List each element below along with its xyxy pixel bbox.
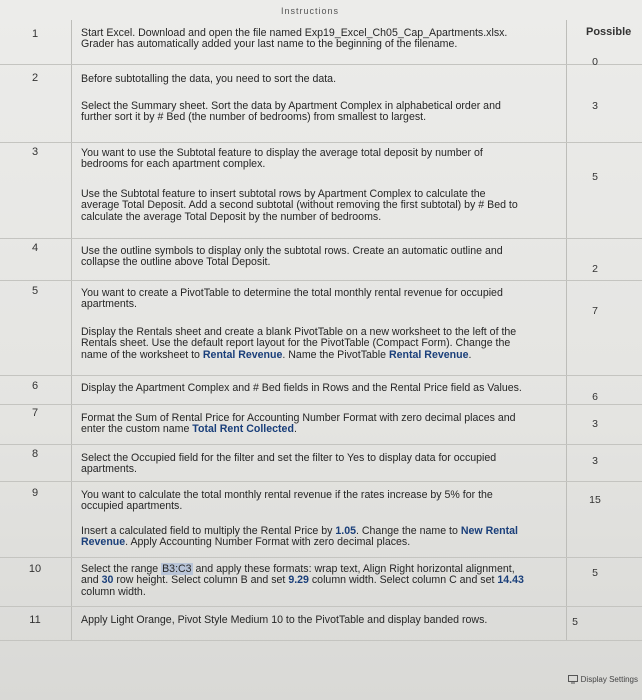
step-number: 10 bbox=[28, 563, 42, 575]
text-line bbox=[81, 537, 551, 548]
text-line: further sort it by # Bed (the number of bedrooms) from smallest to largest. bbox=[81, 111, 427, 124]
text-fragment: Insert a calculated field to multiply the Rental Price by bbox=[81, 525, 336, 537]
row-divider bbox=[0, 606, 642, 607]
step-number: 5 bbox=[31, 285, 39, 297]
step-points: 0 bbox=[592, 56, 598, 68]
step-points: 5 bbox=[592, 567, 598, 579]
multiplier-value: 1.05 bbox=[335, 525, 356, 537]
row-divider bbox=[0, 481, 642, 482]
step-number: 2 bbox=[31, 72, 39, 84]
step-6-text bbox=[81, 383, 561, 394]
text-line: You want to create a PivotTable to determine the total monthly rental revenue for occupied bbox=[81, 287, 503, 299]
text-line bbox=[81, 350, 551, 361]
column-width-value: 14.43 bbox=[497, 574, 524, 587]
step-1-text bbox=[81, 28, 551, 51]
column-width-value: 9.29 bbox=[288, 574, 309, 587]
text-fragment: . bbox=[293, 423, 297, 436]
text-line: Select the Summary sheet. Sort the data by Apartment Complex in alphabetical order and bbox=[81, 100, 501, 112]
step-5-text bbox=[81, 288, 551, 311]
step-points: 3 bbox=[592, 455, 598, 467]
step-points: 2 bbox=[592, 263, 598, 275]
field-name: New Rental bbox=[460, 525, 518, 537]
display-settings-icon bbox=[568, 674, 578, 684]
text-line: Rentals sheet. Use the default report layout for the PivotTable (Compact Form). Change the bbox=[81, 337, 511, 350]
row-divider bbox=[0, 557, 642, 558]
text-line: Start Excel. Download and open the file named Exp19_Excel_Ch05_Cap_Apartments.xlsx. bbox=[81, 27, 508, 39]
step-points: 15 bbox=[589, 494, 601, 506]
text-line: Display the Apartment Complex and # Bed fields in Rows and the Rental Price field as Values. bbox=[81, 382, 522, 394]
row-divider bbox=[0, 238, 642, 239]
text-line bbox=[81, 424, 551, 435]
text-line: occupied apartments. bbox=[81, 500, 183, 513]
text-line: Before subtotalling the data, you need to sort the data. bbox=[81, 73, 337, 85]
row-divider bbox=[0, 404, 642, 405]
row-divider bbox=[0, 444, 642, 445]
step-number: 8 bbox=[31, 448, 39, 460]
row-height-value: 30 bbox=[101, 574, 114, 587]
step-10-text bbox=[81, 564, 551, 598]
column-divider bbox=[71, 20, 72, 640]
step-8-text bbox=[81, 453, 551, 476]
text-fragment: Select the range bbox=[81, 563, 162, 575]
step-2-text bbox=[81, 101, 551, 124]
field-name: Revenue bbox=[81, 536, 126, 549]
text-line: Display the Rentals sheet and create a blank PivotTable on a new worksheet to the left of the bbox=[81, 326, 517, 338]
text-fragment: . Apply Accounting Number Format with zero decimal places. bbox=[125, 536, 411, 549]
display-settings-button[interactable] bbox=[568, 674, 638, 684]
possible-column-header: Possible bbox=[586, 26, 632, 38]
display-settings-label: Display Settings bbox=[580, 674, 638, 684]
pivottable-name: Rental Revenue bbox=[388, 348, 469, 361]
step-7-text bbox=[81, 413, 551, 436]
step-9-text bbox=[81, 490, 551, 513]
text-line: Apply Light Orange, Pivot Style Medium 10 to the PivotTable and display banded rows. bbox=[81, 614, 488, 626]
instructions-header: Instructions bbox=[280, 6, 340, 16]
text-line: average Total Deposit. Add a second subtotal (without removing the first subtotal) by # Bed to bbox=[81, 199, 518, 212]
text-line: column width. bbox=[81, 585, 146, 598]
step-number: 6 bbox=[31, 380, 39, 392]
text-line: calculate the average Total Deposit by the number of bedrooms. bbox=[81, 210, 382, 223]
text-line: collapse the outline above Total Deposit. bbox=[81, 256, 271, 269]
row-divider bbox=[0, 64, 642, 65]
text-line: Grader has automatically added your last name to the beginning of the filename. bbox=[81, 38, 458, 51]
step-points: 6 bbox=[592, 391, 598, 403]
step-11-text bbox=[81, 615, 561, 626]
step-points: 7 bbox=[592, 305, 598, 317]
text-line: Select the Occupied field for the filter and set the filter to Yes to display data for occupied bbox=[81, 452, 497, 464]
row-divider bbox=[0, 280, 642, 281]
step-points: 5 bbox=[572, 616, 578, 628]
worksheet-name: Rental Revenue bbox=[202, 348, 283, 361]
row-divider bbox=[0, 640, 642, 641]
text-fragment: . Change the name to bbox=[356, 525, 461, 537]
text-fragment: enter the custom name bbox=[81, 423, 193, 436]
step-number: 7 bbox=[31, 407, 39, 419]
text-fragment: name of the worksheet to bbox=[81, 348, 203, 361]
text-line: bedrooms for each apartment complex. bbox=[81, 158, 266, 171]
step-4-text bbox=[81, 246, 551, 269]
text-fragment: row height. Select column B and set bbox=[113, 574, 289, 587]
step-points: 3 bbox=[592, 418, 598, 430]
step-number: 11 bbox=[29, 614, 41, 626]
text-fragment: and bbox=[81, 574, 102, 587]
text-line bbox=[81, 575, 551, 586]
text-line: You want to use the Subtotal feature to display the average total deposit by number of bbox=[81, 147, 483, 159]
step-number: 3 bbox=[31, 146, 39, 158]
text-fragment: . bbox=[468, 348, 472, 361]
text-line: Use the outline symbols to display only the subtotal rows. Create an automatic outline and bbox=[81, 245, 503, 257]
text-fragment: and apply these formats: wrap text, Align Right horizontal alignment, bbox=[192, 563, 515, 575]
custom-name: Total Rent Collected bbox=[192, 423, 294, 436]
step-points: 5 bbox=[592, 171, 598, 183]
text-line: apartments. bbox=[81, 298, 137, 311]
step-number: 4 bbox=[31, 242, 39, 254]
text-line: Format the Sum of Rental Price for Accounting Number Format with zero decimal places and bbox=[81, 412, 516, 424]
step-3-text bbox=[81, 148, 551, 171]
row-divider bbox=[0, 375, 642, 376]
text-fragment: column width. Select column C and set bbox=[308, 574, 498, 587]
text-fragment: . Name the PivotTable bbox=[282, 348, 389, 361]
text-line: apartments. bbox=[81, 463, 137, 476]
step-2-text bbox=[81, 74, 551, 85]
step-number: 9 bbox=[31, 487, 39, 499]
text-line: You want to calculate the total monthly rental revenue if the rates increase by 5% for the bbox=[81, 489, 493, 501]
step-9-text bbox=[81, 526, 551, 549]
row-divider bbox=[0, 142, 642, 143]
text-line: Use the Subtotal feature to insert subtotal rows by Apartment Complex to calculate the bbox=[81, 188, 486, 200]
step-3-text bbox=[81, 189, 551, 223]
column-divider bbox=[566, 20, 567, 640]
step-number: 1 bbox=[31, 28, 39, 40]
step-points: 3 bbox=[592, 100, 598, 112]
range-reference: B3:C3 bbox=[162, 563, 192, 575]
step-5-text bbox=[81, 327, 551, 361]
